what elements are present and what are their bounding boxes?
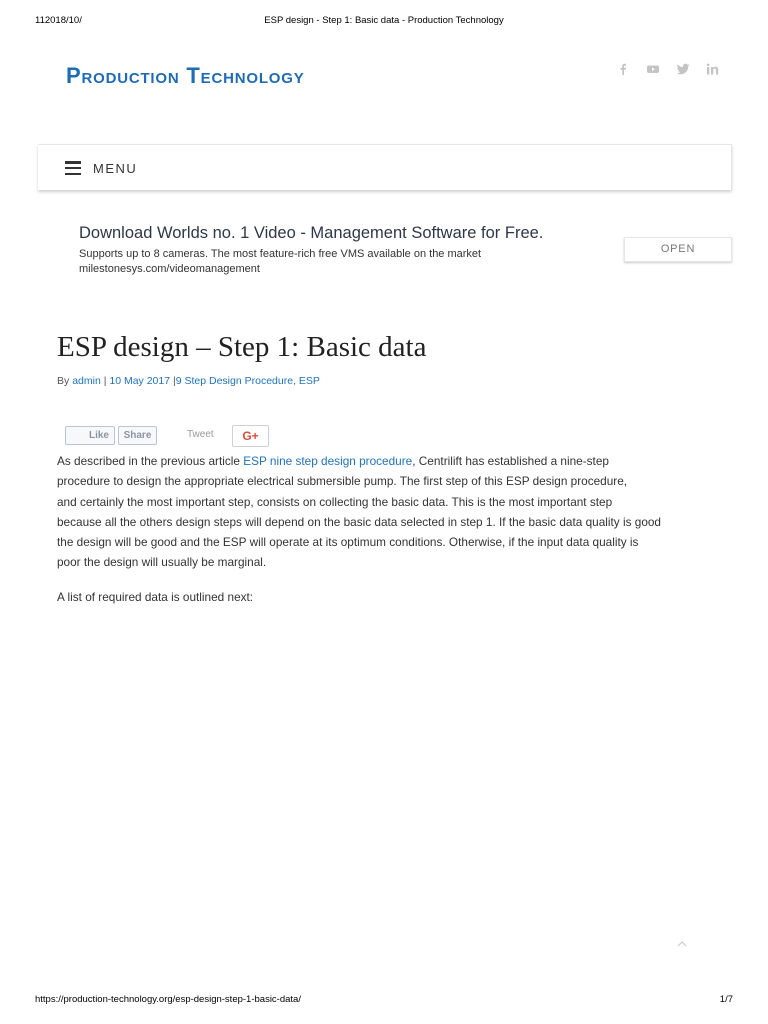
author-link[interactable]: admin xyxy=(72,375,101,387)
meta-separator: | xyxy=(100,375,110,387)
category-link-esp[interactable]: ESP xyxy=(298,375,320,387)
main-navigation xyxy=(38,144,732,190)
print-url: https://production-technology.org/esp-design-step-1-basic-data/ xyxy=(35,994,301,1005)
print-date: 112018/10/ xyxy=(35,15,82,26)
category-separator: , xyxy=(293,375,299,387)
social-links xyxy=(614,62,722,76)
site-title[interactable]: Production Technology xyxy=(66,63,305,88)
post-meta xyxy=(57,375,320,387)
post-title: ESP design – Step 1: Basic data xyxy=(57,331,427,363)
byline-label: By xyxy=(57,375,70,387)
body-line: because all the others design steps will depend on the basic data selected in step 1. If the basic data quality is good xyxy=(57,514,661,529)
body-line: As described in the previous article ESP nine step design procedure, Centrilift has established a nine-step xyxy=(57,454,609,468)
youtube-icon[interactable] xyxy=(644,62,662,76)
print-document-title: ESP design - Step 1: Basic data - Production Technology xyxy=(264,15,504,26)
facebook-share-button[interactable]: Share xyxy=(118,426,157,445)
ad-description: Supports up to 8 cameras. The most feature-rich free VMS available on the market xyxy=(79,248,482,260)
facebook-like-button[interactable]: Like xyxy=(65,426,115,445)
ad-display-url[interactable]: milestonesys.com/videomanagement xyxy=(79,263,260,275)
linkedin-icon[interactable] xyxy=(704,62,722,76)
hamburger-menu-icon[interactable] xyxy=(65,161,81,175)
print-page-number: 1/7 xyxy=(719,994,733,1005)
menu-toggle-label[interactable]: MENU xyxy=(93,161,138,176)
category-link-9-step[interactable]: 9 Step Design Procedure xyxy=(175,375,294,387)
body-line: poor the design will usually be marginal. xyxy=(57,555,267,570)
meta-separator: | xyxy=(170,375,176,387)
list-intro: A list of required data is outlined next: xyxy=(57,590,254,604)
scroll-to-top-icon[interactable] xyxy=(674,937,690,951)
post-body xyxy=(57,451,717,573)
body-line: the design will be good and the ESP will operate at its optimum conditions. Otherwise, if the input data quality is xyxy=(57,535,639,550)
facebook-icon[interactable] xyxy=(614,62,632,76)
post-date-link[interactable]: 10 May 2017 xyxy=(109,375,171,387)
ad-banner xyxy=(79,224,732,284)
print-header xyxy=(0,15,768,31)
tweet-button[interactable]: Tweet xyxy=(187,429,214,440)
ad-open-button[interactable]: OPEN xyxy=(624,237,732,262)
twitter-icon[interactable] xyxy=(674,62,692,76)
body-line: and certainly the most important step, consists on collecting the basic data. This is the most important step xyxy=(57,494,613,509)
google-plus-button[interactable]: G+ xyxy=(232,425,269,447)
body-line: procedure to design the appropriate electrical submersible pump. The first step of this ESP design procedure, xyxy=(57,474,628,489)
esp-nine-step-link[interactable]: ESP nine step design procedure xyxy=(243,454,413,468)
ad-headline[interactable]: Download Worlds no. 1 Video - Management Software for Free. xyxy=(79,224,544,242)
